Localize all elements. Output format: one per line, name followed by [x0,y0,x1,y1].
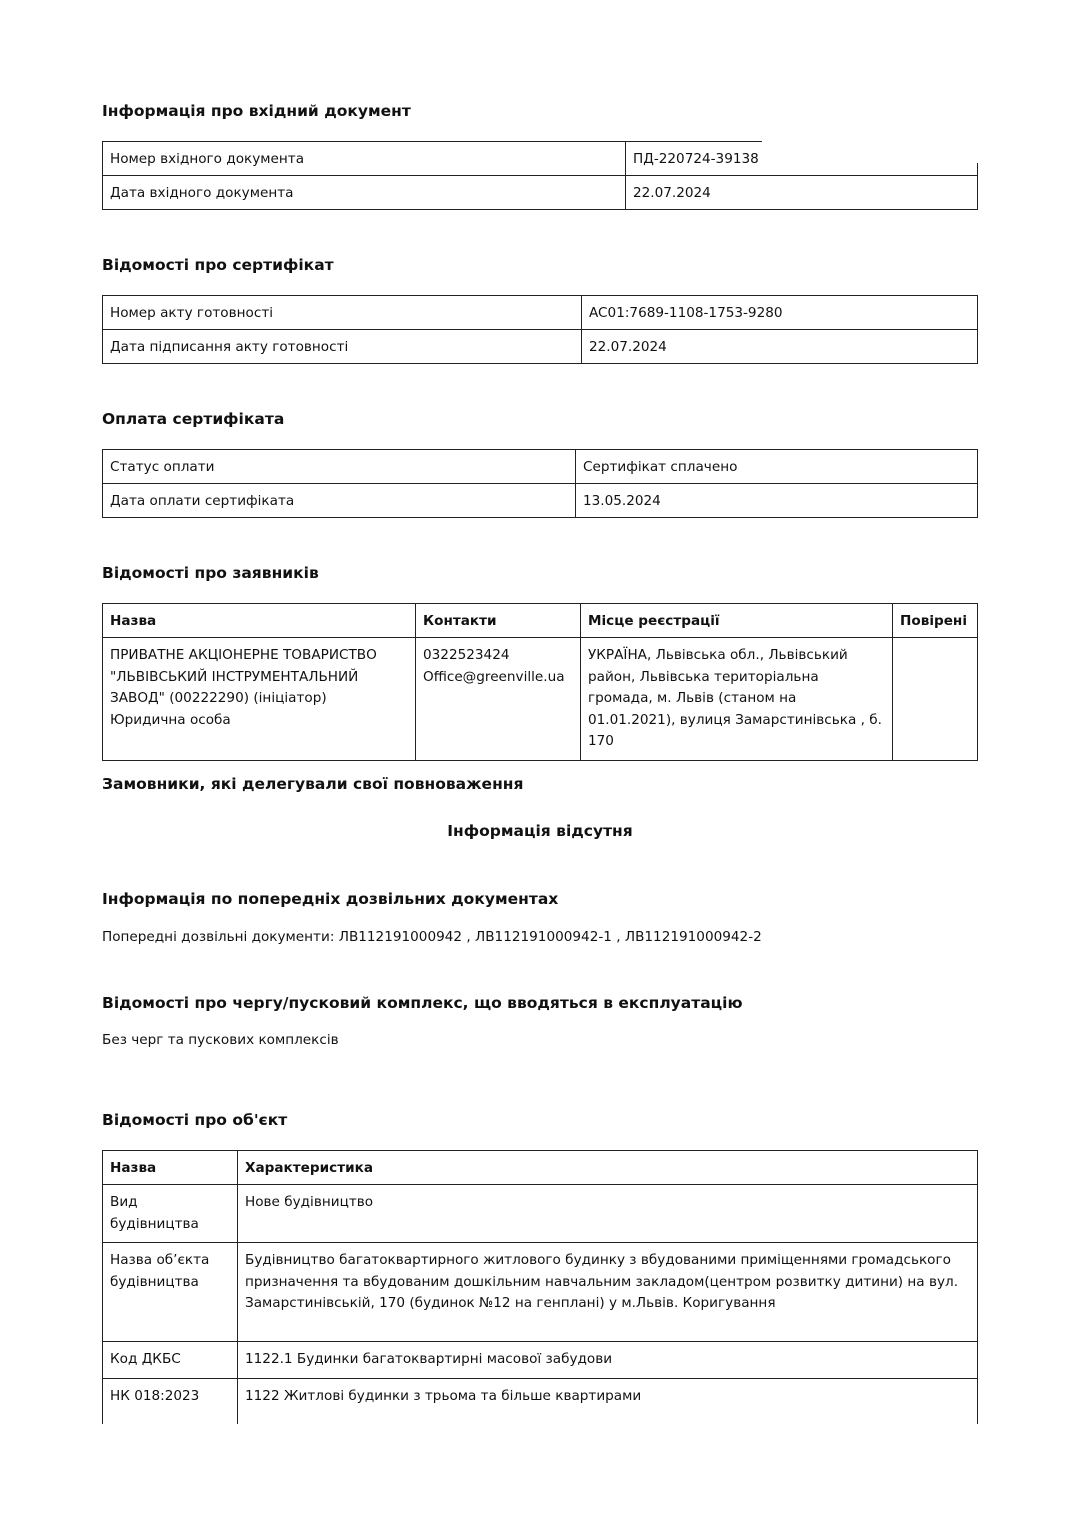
table-row [103,176,978,210]
incoming-heading: Інформація про вхідний документ [102,102,411,120]
incoming-date-label: Дата вхідного документа [103,176,626,210]
object-row-name: НК 018:2023 [103,1378,238,1458]
payment-status-label: Статус оплати [103,450,576,484]
certificate-heading: Відомості про сертифікат [102,256,334,274]
delegated-heading: Замовники, які делегували свої повноваження [102,775,524,793]
payment-date-value: 13.05.2024 [576,484,978,518]
applicant-email: Office@greenville.ua [423,668,565,685]
table-row [103,330,978,364]
incoming-table [102,141,978,210]
applicants-heading: Відомості про заявників [102,564,319,582]
object-row-value: 1122.1 Будинки багатоквартирні масової забудови [238,1342,978,1379]
object-table [102,1150,978,1459]
stage-text: Без черг та пускових комплексів [102,1032,339,1048]
object-row-name: Вид будівництва [103,1185,238,1243]
column-header: Характеристика [238,1151,978,1185]
table-row [103,450,978,484]
applicant-name: ПРИВАТНЕ АКЦІОНЕРНЕ ТОВАРИСТВО "ЛЬВІВСЬКИЙ ІНСТРУМЕНТАЛЬНИЙ ЗАВОД" (00222290) (ініціатор) [110,647,377,706]
applicant-phone: 0322523424 [423,647,510,663]
table-row [103,142,978,176]
page-cut-mask [102,1424,978,1534]
table-header-row [103,604,978,638]
certificate-table [102,295,978,364]
table-row [103,484,978,518]
column-header: Повірені [893,604,978,638]
payment-table [102,449,978,518]
redaction-mask [976,141,980,163]
object-row-value: 1122 Житлові будинки з трьома та більше квартирами [238,1378,978,1458]
act-number-label: Номер акту готовності [103,296,582,330]
incoming-date-value: 22.07.2024 [626,176,978,210]
previous-documents-text: Попередні дозвільні документи: ЛВ112191000942 , ЛВ112191000942-1 , ЛВ112191000942-2 [102,929,762,945]
applicant-name-cell [103,638,416,761]
table-row [103,638,978,761]
incoming-number-value: ПД-220724-39138 [626,142,978,176]
object-row-name: Назва об’єкта будівництва [103,1243,238,1342]
incoming-number-label: Номер вхідного документа [103,142,626,176]
stage-heading: Відомості про чергу/пусковий комплекс, що вводяться в експлуатацію [102,994,743,1012]
applicant-type: Юридична особа [110,711,231,728]
payment-date-label: Дата оплати сертифіката [103,484,576,518]
act-date-value: 22.07.2024 [582,330,978,364]
payment-heading: Оплата сертифіката [102,410,285,428]
applicants-table [102,603,978,761]
applicant-registration: УКРАЇНА, Львівська обл., Львівський район, Львівська територіальна громада, м. Львів (станом на 01.01.2021), вулиця Замарстинівська , б. 170 [581,638,893,761]
act-number-value: AC01:7689-1108-1753-9280 [582,296,978,330]
table-row [103,1185,978,1243]
table-header-row [103,1151,978,1185]
column-header: Місце реєстрації [581,604,893,638]
applicant-attorneys [893,638,978,761]
object-row-value: Будівництво багатоквартирного житлового будинку з вбудованими приміщеннями громадського призначення та вбудованим дошкільним навчальним закладом(центром розвитку дитини) на вул. Замарстинівській, 170 (будинок №12 на генплані) у м.Львів. Коригування [238,1243,978,1342]
object-row-value: Нове будівництво [238,1185,978,1243]
object-heading: Відомості про об'єкт [102,1111,288,1129]
object-row-name: Код ДКБС [103,1342,238,1379]
act-date-label: Дата підписання акту готовності [103,330,582,364]
column-header: Назва [103,604,416,638]
column-header: Контакти [416,604,581,638]
table-row [103,296,978,330]
previous-heading: Інформація по попередніх дозвільних документах [102,890,559,908]
applicant-contacts-cell [416,638,581,761]
column-header: Назва [103,1151,238,1185]
table-row [103,1243,978,1342]
payment-status-value: Сертифікат сплачено [576,450,978,484]
delegated-empty-text: Інформація відсутня [447,822,633,840]
table-row [103,1342,978,1379]
redaction-mask [762,141,978,143]
